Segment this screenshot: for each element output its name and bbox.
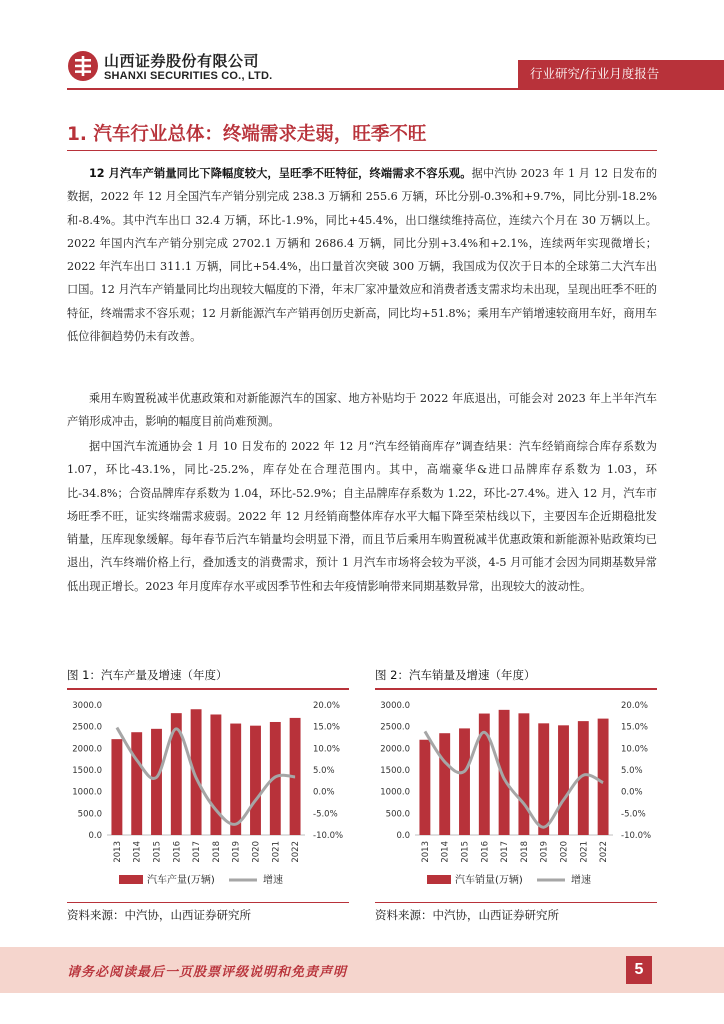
page-footer	[0, 947, 724, 993]
legend-bar-swatch	[427, 875, 451, 884]
right-axis-tick-label: 5.0%	[621, 766, 643, 776]
right-axis-tick-label: 20.0%	[313, 701, 341, 711]
bar-2013	[111, 739, 122, 835]
right-axis-tick-label: 0.0%	[313, 787, 335, 798]
left-axis-tick-label: 2500.0	[380, 722, 410, 733]
bar-2015	[151, 729, 162, 835]
x-axis-tick-label: 2017	[500, 841, 511, 863]
x-axis-tick-label: 2021	[579, 841, 590, 863]
legend-bar-label: 汽车销量(万辆)	[455, 875, 523, 886]
x-axis-tick-label: 2018	[519, 841, 530, 863]
bar-2022	[598, 719, 609, 835]
x-axis-tick-label: 2019	[231, 841, 242, 863]
legend-line-label: 增速	[571, 875, 591, 886]
bar-2013	[419, 740, 430, 835]
growth-rate-line	[117, 728, 295, 825]
bar-2020	[250, 726, 261, 835]
bar-2018	[210, 714, 221, 835]
section-title-rule	[67, 150, 657, 151]
left-axis-tick-label: 1000.0	[380, 787, 410, 798]
page-header	[0, 0, 724, 110]
bar-2019	[230, 724, 241, 835]
right-axis-tick-label: 10.0%	[621, 744, 649, 755]
x-axis-tick-label: 2016	[480, 841, 491, 863]
paragraph-body: 据中汽协 2023 年 1 月 12 日发布的数据，2022 年 12 月全国汽车产销分别完成 238.3 万辆和 255.6 万辆，环比分别-0.3%和+9.7%，同比分别-18.2%和-8.4%。其中汽车出口 32.4 万辆，环比-1.9%，同比+45.4%，出口继续维持高位，连续六个月在 30 万辆以上。2022 年国内汽车产销分别完成 2702.1 万辆和 2686.4 万辆，同比分别+3.4%和+2.1%，连续两年实现微增长；2022 年汽车出口 311.1 万辆，同比+54.4%，出口量首次突破 300 万辆，我国成为仅次于日本的全球第二大汽车出口国。12 月汽车产销量同比均出现较大幅度的下滑，年末厂家冲量效应和消费者透支需求均未出现，呈现出旺季不旺的特征，终端需求不容乐观；12 月新能源汽车产销再创历史新高，同比均+51.8%；乘用车产销增速较商用车好，商用车低位徘徊趋势仍未有改善。	[67, 167, 658, 344]
left-axis-tick-label: 3000.0	[380, 701, 410, 711]
bar-2019	[538, 723, 549, 835]
x-axis-tick-label: 2019	[539, 841, 550, 863]
page-number: 5	[626, 956, 652, 984]
left-axis-tick-label: 2500.0	[72, 722, 102, 733]
company-logo-icon	[67, 50, 99, 82]
right-axis-tick-label: -10.0%	[313, 831, 344, 841]
header-divider	[67, 88, 724, 90]
left-axis-tick-label: 0.0	[88, 831, 102, 841]
left-axis-tick-label: 500.0	[385, 809, 410, 820]
legend-bar-swatch	[119, 875, 143, 884]
x-axis-tick-label: 2014	[132, 841, 143, 863]
figure-1-title: 图 1：汽车产量及增速（年度）	[67, 668, 228, 682]
figure-2-title: 图 2：汽车销量及增速（年度）	[375, 668, 536, 682]
x-axis-tick-label: 2022	[291, 841, 302, 863]
x-axis-tick-label: 2016	[172, 841, 183, 863]
x-axis-tick-label: 2015	[460, 841, 471, 863]
production-chart	[67, 690, 353, 900]
left-axis-tick-label: 0.0	[396, 831, 410, 841]
right-axis-tick-label: -5.0%	[313, 809, 338, 820]
figure-1-bottom-rule	[67, 902, 349, 903]
report-type-badge: 行业研究/行业月度报告	[518, 60, 724, 88]
x-axis-tick-label: 2013	[420, 841, 431, 863]
left-axis-tick-label: 1500.0	[72, 766, 102, 776]
x-axis-tick-label: 2015	[152, 841, 163, 863]
x-axis-tick-label: 2018	[211, 841, 222, 863]
bar-2015	[459, 728, 470, 835]
x-axis-tick-label: 2013	[112, 841, 123, 863]
x-axis-tick-label: 2021	[271, 841, 282, 863]
left-axis-tick-label: 3000.0	[72, 701, 102, 711]
legend-line-label: 增速	[263, 875, 283, 886]
left-axis-tick-label: 2000.0	[380, 744, 410, 755]
x-axis-tick-label: 2017	[192, 841, 203, 863]
paragraph-inventory: 据中国汽车流通协会 1 月 10 日发布的 2022 年 12 月“汽车经销商库存”调查结果：汽车经销商综合库存系数为 1.07，环比-43.1%，同比-25.2%，库存处在合理范围内。其中，高端豪华&进口品牌库存系数为 1.03，环比-34.8%；合资品牌库存系数为 1.04，环比-52.9%；自主品牌库存系数为 1.22，环比-27.4%。进入 12 月，汽车市场旺季不旺，证实终端需求疲弱。2022 年 12 月经销商整体库存水平大幅下降至荣枯线以下，主要因车企近期稳批发销量，压库现象缓解。每年春节后汽车销量均会明显下滑，而且节后乘用车购置税减半优惠政策和新能源补贴政策均已退出，汽车终端价格上行，叠加透支的消费需求，预计 1 月汽车市场将会较为平淡，4-5 月可能才会因为同期基数异常低出现正增长。2023 年月度库存水平或因季节性和去年疫情影响带来同期基数异常，出现较大的波动性。	[67, 440, 657, 593]
legend-bar-label: 汽车产量(万辆)	[147, 875, 215, 886]
right-axis-tick-label: 20.0%	[621, 701, 649, 711]
bar-2018	[518, 713, 529, 835]
paragraph-lead: 12 月汽车产销量同比下降幅度较大，呈旺季不旺特征，终端需求不容乐观。	[89, 167, 472, 180]
bar-2020	[558, 725, 569, 835]
left-axis-tick-label: 2000.0	[72, 744, 102, 755]
section-title: 1. 汽车行业总体：终端需求走弱，旺季不旺	[67, 124, 427, 145]
right-axis-tick-label: -5.0%	[621, 809, 646, 820]
left-axis-tick-label: 1500.0	[380, 766, 410, 776]
right-axis-tick-label: 5.0%	[313, 766, 335, 776]
company-name-en: SHANXI SECURITIES CO., LTD.	[104, 70, 273, 82]
right-axis-tick-label: -10.0%	[621, 831, 652, 841]
figure-1-source: 资料来源：中汽协，山西证券研究所	[67, 908, 251, 922]
x-axis-tick-label: 2022	[599, 841, 610, 863]
bar-2014	[131, 732, 142, 835]
growth-rate-line	[425, 731, 603, 827]
right-axis-tick-label: 10.0%	[313, 744, 341, 755]
disclaimer-notice: 请务必阅读最后一页股票评级说明和免责声明	[67, 965, 348, 980]
right-axis-tick-label: 15.0%	[313, 722, 341, 733]
paragraph-production-sales	[67, 162, 657, 348]
sales-chart	[375, 690, 661, 900]
left-axis-tick-label: 1000.0	[72, 787, 102, 798]
bar-2014	[439, 733, 450, 835]
paragraph-policy: 乘用车购置税减半优惠政策和对新能源汽车的国家、地方补贴均于 2022 年底退出，可能会对 2023 年上半年汽车产销形成冲击，影响的幅度目前尚难预测。	[67, 392, 657, 429]
x-axis-tick-label: 2020	[559, 841, 570, 863]
right-axis-tick-label: 15.0%	[621, 722, 649, 733]
figure-2-bottom-rule	[375, 902, 657, 903]
x-axis-tick-label: 2014	[440, 841, 451, 863]
left-axis-tick-label: 500.0	[77, 809, 102, 820]
right-axis-tick-label: 0.0%	[621, 787, 643, 798]
figure-2-source: 资料来源：中汽协，山西证券研究所	[375, 908, 559, 922]
x-axis-tick-label: 2020	[251, 841, 262, 863]
company-name-cn: 山西证券股份有限公司	[104, 52, 260, 70]
